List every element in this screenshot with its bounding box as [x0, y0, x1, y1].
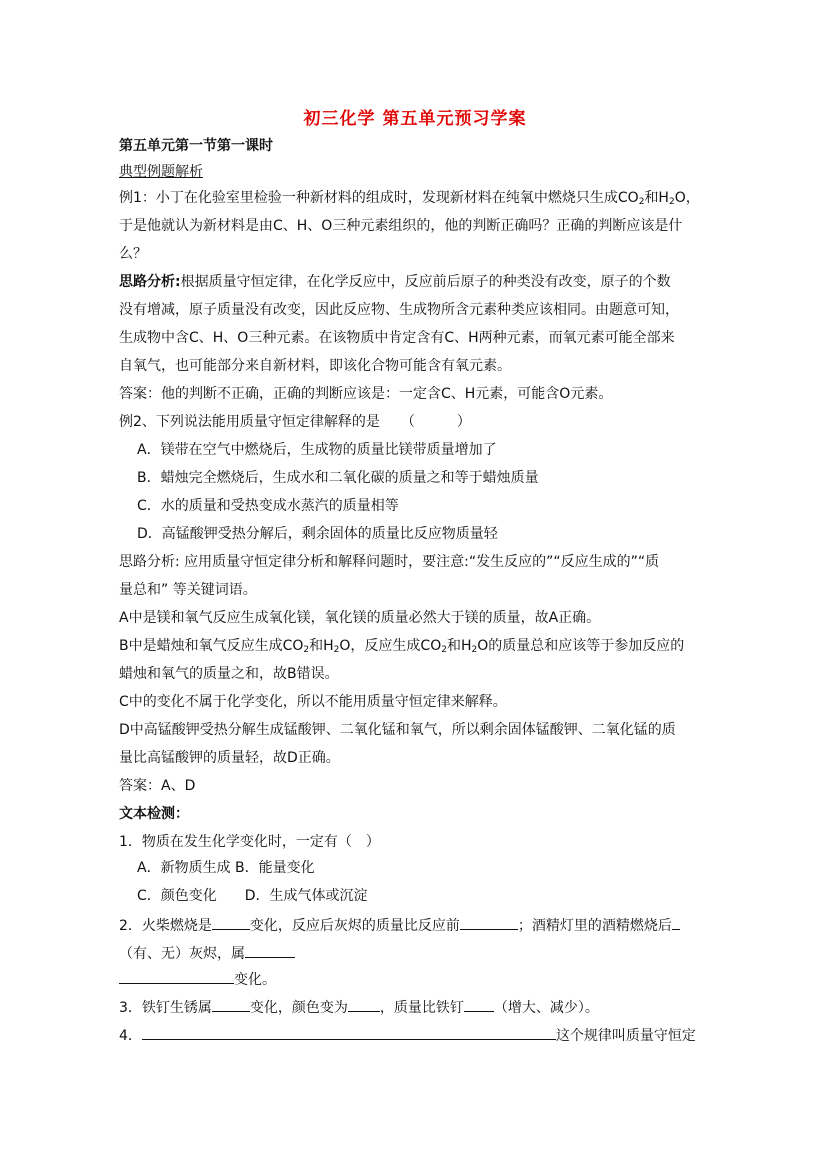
test-heading: 文本检测：	[119, 806, 189, 822]
example1-question-line2: 于是他就认为新材料是由C、H、O三种元素组织的，他的判断正确吗？正确的判断应该是什	[119, 218, 683, 234]
section-heading: 第五单元第一节第一课时	[119, 138, 273, 154]
example2-line-d2: 量比高锰酸钾的质量轻，故D正确。	[119, 750, 340, 766]
example2-line-c: C中的变化不属于化学变化，所以不能用质量守恒定律来解释。	[119, 694, 507, 710]
blank[interactable]	[245, 942, 295, 958]
test-q4: 4． 这个规律叫质量守恒定	[119, 1024, 696, 1046]
test-q1: 1．物质在发生化学变化时，一定有（ ）	[119, 834, 380, 850]
example2-question: 例2、下列说法能用质量守恒定律解释的是 （ ）	[119, 414, 471, 430]
example1-answer: 答案：他的判断不正确，正确的判断应该是：一定含C、H元素，可能含O元素。	[119, 386, 613, 402]
blank[interactable]	[464, 996, 494, 1012]
test-q1-options-ab: A．新物质生成 B．能量变化	[137, 860, 315, 876]
example2-analysis-line2: 量总和” 等关键词语。	[119, 582, 257, 598]
blank[interactable]	[348, 996, 380, 1012]
example2-option-b: B．蜡烛完全燃烧后，生成水和二氧化碳的质量之和等于蜡烛质量	[137, 470, 539, 486]
example2-option-a: A．镁带在空气中燃烧后，生成物的质量比镁带质量增加了	[137, 442, 497, 458]
example2-line-d1: D中高锰酸钾受热分解生成锰酸钾、二氧化锰和氧气，所以剩余固体锰酸钾、二氧化锰的质	[119, 722, 676, 738]
test-q3: 3．铁钉生锈属 变化，颜色变为 ，质量比铁钉 （增大、减少）。	[119, 996, 599, 1018]
subsection-heading: 典型例题解析	[119, 164, 203, 180]
blank[interactable]	[142, 1024, 556, 1040]
example2-line-a: A中是镁和氧气反应生成氧化镁，氧化镁的质量必然大于镁的质量，故A正确。	[119, 610, 601, 626]
example1-question-line3: 么？	[119, 246, 147, 262]
page-title: 初三化学 第五单元预习学案	[303, 109, 527, 129]
example2-analysis-line1: 思路分析: 应用质量守恒定律分析和解释问题时，要注意:“发生反应的”“反应生成的”“质	[119, 554, 660, 570]
example2-option-d: D．高锰酸钾受热分解后，剩余固体的质量比反应物质量轻	[137, 526, 498, 542]
test-q2-line2: （有、无）灰烬，属	[119, 942, 295, 964]
example2-line-b1: B中是蜡烛和氧气反应生成$CO_2$和$H_2O$，反应生成$CO_2$和$H_2O$的质量总和应该等于参加反应的	[119, 638, 685, 655]
test-q2-line3: 变化。	[119, 968, 276, 990]
example2-option-c: C．水的质量和受热变成水蒸汽的质量相等	[137, 498, 399, 514]
blank[interactable]	[212, 914, 250, 930]
example1-analysis-line1: 思路分析:根据质量守恒定律，在化学反应中，反应前后原子的种类没有改变，原子的个数	[119, 274, 671, 290]
blank[interactable]	[119, 968, 234, 984]
example1-analysis-line4: 自氧气，也可能部分来自新材料，即该化合物可能含有氧元素。	[119, 358, 511, 374]
test-q1-options-cd: C．颜色变化 D．生成气体或沉淀	[137, 888, 368, 904]
example1-analysis-line3: 生成物中含C、H、O三种元素。在该物质中肯定含有C、H两种元素，而氧元素可能全部来	[119, 330, 675, 346]
example2-line-b2: 蜡烛和氧气的质量之和，故B错误。	[119, 666, 339, 682]
example2-answer: 答案：A、D	[119, 778, 196, 794]
blank[interactable]	[460, 914, 518, 930]
test-q2-line1: 2．火柴燃烧是 变化，反应后灰烬的质量比反应前 ；酒精灯里的酒精燃烧后	[119, 914, 680, 936]
example1-question-line1: 例1：小丁在化验室里检验一种新材料的组成时，发现新材料在纯氧中燃烧只生成$CO_2$和$H_2O$，	[119, 190, 700, 207]
blank[interactable]	[672, 914, 680, 930]
blank[interactable]	[212, 996, 250, 1012]
analysis-label: 思路分析:	[119, 274, 181, 290]
example1-analysis-line2: 没有增减，原子质量没有改变，因此反应物、生成物所含元素种类应该相同。由题意可知，	[119, 302, 679, 318]
